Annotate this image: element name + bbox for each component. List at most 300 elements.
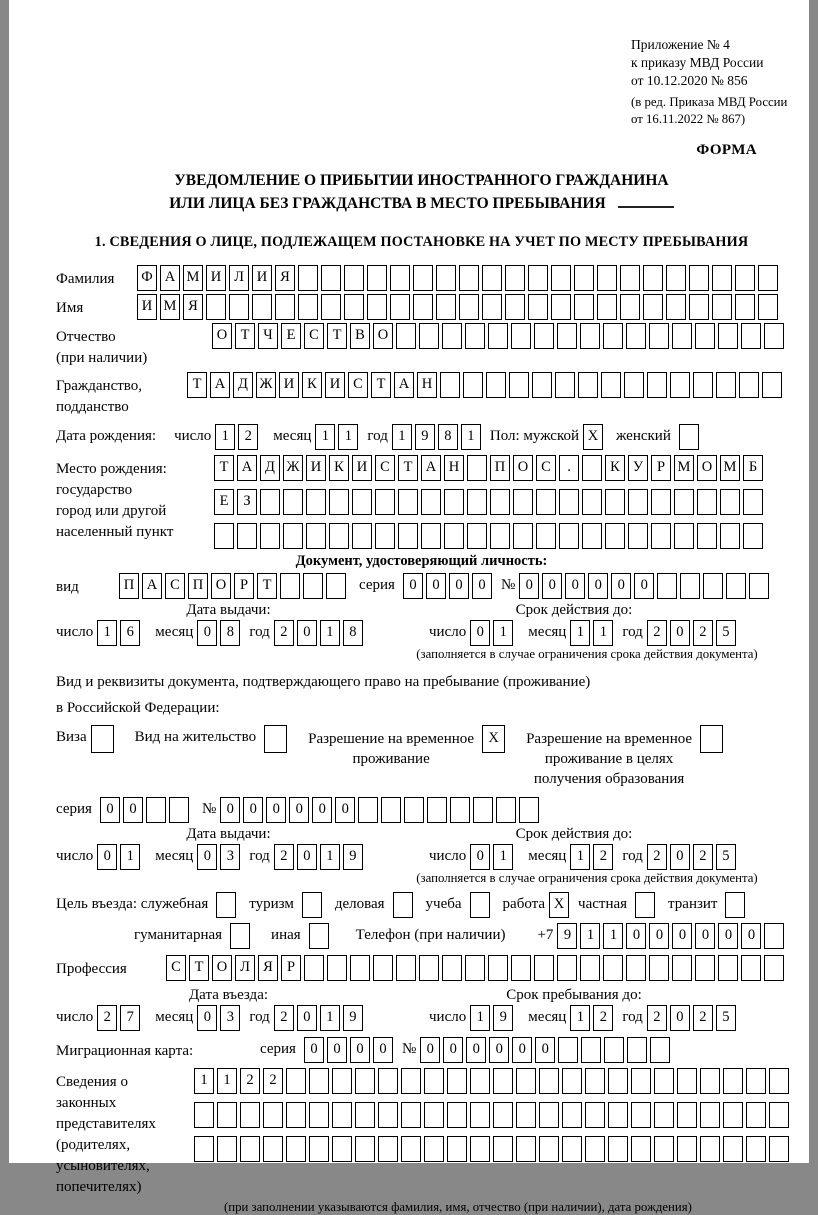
form-cell[interactable] — [424, 1068, 444, 1094]
form-cell[interactable] — [309, 1102, 329, 1128]
form-cell[interactable] — [298, 265, 318, 291]
form-cell[interactable] — [582, 523, 602, 549]
form-cell[interactable] — [467, 523, 487, 549]
form-cell[interactable] — [578, 372, 598, 398]
form-cell[interactable]: 0 — [626, 923, 646, 949]
form-cell[interactable]: С — [166, 955, 186, 981]
form-cell[interactable]: М — [160, 294, 180, 320]
form-cell[interactable] — [559, 523, 579, 549]
form-cell[interactable] — [735, 294, 755, 320]
form-cell[interactable]: 1 — [570, 844, 590, 870]
form-cell[interactable] — [519, 797, 539, 823]
form-cell[interactable]: А — [237, 455, 257, 481]
form-cell[interactable]: 0 — [97, 844, 117, 870]
form-cell[interactable] — [680, 573, 700, 599]
form-cell[interactable] — [413, 265, 433, 291]
form-cell[interactable] — [677, 1102, 697, 1128]
form-cell[interactable] — [516, 1068, 536, 1094]
form-cell[interactable]: 1 — [97, 620, 117, 646]
form-cell[interactable]: К — [329, 455, 349, 481]
form-cell[interactable] — [582, 455, 602, 481]
form-cell[interactable]: 0 — [512, 1037, 532, 1063]
form-cell[interactable]: 5 — [716, 620, 736, 646]
form-cell[interactable]: Р — [651, 455, 671, 481]
form-cell[interactable] — [444, 523, 464, 549]
form-cell[interactable]: 1 — [315, 424, 335, 450]
form-cell[interactable] — [490, 489, 510, 515]
form-cell[interactable] — [240, 1136, 260, 1162]
form-cell[interactable] — [536, 489, 556, 515]
form-cell[interactable] — [298, 294, 318, 320]
form-cell[interactable] — [700, 1068, 720, 1094]
form-cell[interactable] — [421, 489, 441, 515]
form-cell[interactable] — [703, 573, 723, 599]
form-cell[interactable]: С — [536, 455, 556, 481]
form-cell[interactable] — [465, 955, 485, 981]
form-cell[interactable] — [654, 1136, 674, 1162]
form-cell[interactable]: 0 — [611, 573, 631, 599]
form-cell[interactable] — [321, 294, 341, 320]
form-cell[interactable] — [352, 489, 372, 515]
form-cell[interactable]: 8 — [438, 424, 458, 450]
form-cell[interactable] — [741, 323, 761, 349]
form-cell[interactable] — [496, 797, 516, 823]
form-cell[interactable] — [482, 265, 502, 291]
form-cell[interactable] — [214, 523, 234, 549]
form-cell[interactable] — [447, 1068, 467, 1094]
form-cell[interactable] — [624, 372, 644, 398]
form-cell[interactable] — [769, 1102, 789, 1128]
form-cell[interactable]: Н — [444, 455, 464, 481]
form-cell[interactable]: О — [513, 455, 533, 481]
form-cell[interactable] — [643, 265, 663, 291]
form-cell[interactable] — [91, 725, 114, 753]
form-cell[interactable]: 5 — [716, 1005, 736, 1031]
form-cell[interactable]: 1 — [493, 844, 513, 870]
form-cell[interactable] — [436, 294, 456, 320]
form-cell[interactable]: И — [306, 455, 326, 481]
form-cell[interactable] — [206, 294, 226, 320]
form-cell[interactable]: Д — [260, 455, 280, 481]
form-cell[interactable]: 3 — [220, 1005, 240, 1031]
form-cell[interactable]: 5 — [716, 844, 736, 870]
form-cell[interactable] — [419, 323, 439, 349]
form-cell[interactable] — [555, 372, 575, 398]
form-cell[interactable]: А — [160, 265, 180, 291]
form-cell[interactable] — [620, 294, 640, 320]
form-cell[interactable] — [280, 573, 300, 599]
form-cell[interactable] — [695, 955, 715, 981]
form-cell[interactable]: 0 — [304, 1037, 324, 1063]
form-cell[interactable] — [493, 1136, 513, 1162]
form-cell[interactable]: Е — [214, 489, 234, 515]
form-cell[interactable] — [493, 1102, 513, 1128]
form-cell[interactable]: 0 — [718, 923, 738, 949]
form-cell[interactable]: X — [549, 892, 569, 918]
form-cell[interactable]: Т — [371, 372, 391, 398]
form-cell[interactable] — [470, 892, 490, 918]
form-cell[interactable] — [488, 955, 508, 981]
form-cell[interactable]: 7 — [120, 1005, 140, 1031]
form-cell[interactable] — [509, 372, 529, 398]
form-cell[interactable]: К — [605, 455, 625, 481]
form-cell[interactable]: 8 — [343, 620, 363, 646]
form-cell[interactable] — [762, 372, 782, 398]
form-cell[interactable] — [700, 1136, 720, 1162]
form-cell[interactable] — [672, 955, 692, 981]
form-cell[interactable] — [697, 489, 717, 515]
form-cell[interactable] — [674, 489, 694, 515]
form-cell[interactable]: Н — [417, 372, 437, 398]
form-cell[interactable] — [217, 1102, 237, 1128]
form-cell[interactable] — [720, 523, 740, 549]
form-cell[interactable] — [562, 1136, 582, 1162]
form-cell[interactable] — [505, 265, 525, 291]
form-cell[interactable] — [421, 523, 441, 549]
form-cell[interactable] — [746, 1136, 766, 1162]
form-cell[interactable] — [169, 797, 189, 823]
form-cell[interactable]: Т — [214, 455, 234, 481]
form-cell[interactable] — [758, 265, 778, 291]
form-cell[interactable]: Я — [258, 955, 278, 981]
form-cell[interactable]: 1 — [320, 620, 340, 646]
form-cell[interactable]: И — [325, 372, 345, 398]
form-cell[interactable]: И — [252, 265, 272, 291]
form-cell[interactable] — [516, 1136, 536, 1162]
form-cell[interactable] — [574, 294, 594, 320]
form-cell[interactable] — [263, 1102, 283, 1128]
form-cell[interactable] — [344, 265, 364, 291]
form-cell[interactable]: 0 — [741, 923, 761, 949]
form-cell[interactable]: О — [212, 323, 232, 349]
form-cell[interactable] — [718, 955, 738, 981]
form-cell[interactable] — [712, 294, 732, 320]
form-cell[interactable]: 0 — [670, 1005, 690, 1031]
form-cell[interactable]: 0 — [649, 923, 669, 949]
form-cell[interactable] — [240, 1102, 260, 1128]
form-cell[interactable]: 2 — [593, 844, 613, 870]
form-cell[interactable] — [741, 955, 761, 981]
form-cell[interactable]: М — [674, 455, 694, 481]
form-cell[interactable] — [463, 372, 483, 398]
form-cell[interactable]: 0 — [672, 923, 692, 949]
form-cell[interactable] — [666, 294, 686, 320]
form-cell[interactable]: А — [421, 455, 441, 481]
form-cell[interactable]: 2 — [693, 844, 713, 870]
form-cell[interactable] — [605, 489, 625, 515]
form-cell[interactable] — [643, 294, 663, 320]
form-cell[interactable] — [580, 955, 600, 981]
form-cell[interactable] — [672, 323, 692, 349]
form-cell[interactable]: 2 — [240, 1068, 260, 1094]
form-cell[interactable] — [275, 294, 295, 320]
form-cell[interactable] — [230, 923, 250, 949]
form-cell[interactable]: Я — [275, 265, 295, 291]
form-cell[interactable] — [601, 372, 621, 398]
form-cell[interactable]: 2 — [238, 424, 258, 450]
form-cell[interactable] — [306, 523, 326, 549]
form-cell[interactable] — [532, 372, 552, 398]
form-cell[interactable] — [720, 489, 740, 515]
form-cell[interactable] — [286, 1136, 306, 1162]
form-cell[interactable] — [689, 294, 709, 320]
form-cell[interactable] — [390, 294, 410, 320]
form-cell[interactable]: 9 — [557, 923, 577, 949]
form-cell[interactable]: А — [142, 573, 162, 599]
form-cell[interactable]: 9 — [493, 1005, 513, 1031]
form-cell[interactable]: О — [212, 955, 232, 981]
form-cell[interactable]: 1 — [493, 620, 513, 646]
form-cell[interactable] — [493, 1068, 513, 1094]
form-cell[interactable] — [764, 323, 784, 349]
form-cell[interactable] — [355, 1102, 375, 1128]
form-cell[interactable] — [557, 955, 577, 981]
form-cell[interactable] — [725, 892, 745, 918]
form-cell[interactable] — [735, 265, 755, 291]
form-cell[interactable] — [670, 372, 690, 398]
form-cell[interactable] — [459, 294, 479, 320]
form-cell[interactable] — [465, 323, 485, 349]
form-cell[interactable] — [401, 1136, 421, 1162]
form-cell[interactable] — [424, 1102, 444, 1128]
form-cell[interactable] — [608, 1068, 628, 1094]
form-cell[interactable] — [511, 323, 531, 349]
form-cell[interactable] — [712, 265, 732, 291]
form-cell[interactable] — [413, 294, 433, 320]
form-cell[interactable]: М — [183, 265, 203, 291]
form-cell[interactable]: Р — [234, 573, 254, 599]
form-cell[interactable] — [516, 1102, 536, 1128]
form-cell[interactable]: И — [279, 372, 299, 398]
form-cell[interactable] — [513, 489, 533, 515]
form-cell[interactable] — [470, 1102, 490, 1128]
form-cell[interactable] — [229, 294, 249, 320]
form-cell[interactable]: X — [482, 725, 505, 753]
form-cell[interactable] — [401, 1068, 421, 1094]
form-cell[interactable] — [303, 573, 323, 599]
form-cell[interactable]: 0 — [123, 797, 143, 823]
form-cell[interactable] — [427, 797, 447, 823]
form-cell[interactable]: 1 — [217, 1068, 237, 1094]
form-cell[interactable]: П — [188, 573, 208, 599]
form-cell[interactable]: 0 — [197, 1005, 217, 1031]
form-cell[interactable]: 2 — [693, 1005, 713, 1031]
form-cell[interactable] — [252, 294, 272, 320]
form-cell[interactable]: 0 — [197, 620, 217, 646]
form-cell[interactable] — [649, 955, 669, 981]
form-cell[interactable]: 0 — [588, 573, 608, 599]
form-cell[interactable] — [605, 523, 625, 549]
form-cell[interactable]: 0 — [289, 797, 309, 823]
form-cell[interactable]: 1 — [593, 620, 613, 646]
form-cell[interactable] — [654, 1102, 674, 1128]
form-cell[interactable] — [390, 265, 410, 291]
form-cell[interactable] — [447, 1136, 467, 1162]
form-cell[interactable]: 1 — [570, 620, 590, 646]
form-cell[interactable]: 0 — [542, 573, 562, 599]
form-cell[interactable] — [746, 1102, 766, 1128]
form-cell[interactable] — [467, 455, 487, 481]
form-cell[interactable]: 0 — [266, 797, 286, 823]
form-cell[interactable]: С — [304, 323, 324, 349]
form-cell[interactable] — [486, 372, 506, 398]
form-cell[interactable]: Т — [257, 573, 277, 599]
form-cell[interactable] — [309, 1136, 329, 1162]
form-cell[interactable]: П — [119, 573, 139, 599]
form-cell[interactable] — [628, 489, 648, 515]
form-cell[interactable] — [373, 955, 393, 981]
form-cell[interactable] — [482, 294, 502, 320]
form-cell[interactable] — [217, 1136, 237, 1162]
form-cell[interactable] — [585, 1136, 605, 1162]
form-cell[interactable] — [528, 265, 548, 291]
form-cell[interactable] — [536, 523, 556, 549]
form-cell[interactable]: 0 — [373, 1037, 393, 1063]
form-cell[interactable] — [764, 955, 784, 981]
form-cell[interactable] — [700, 1102, 720, 1128]
form-cell[interactable] — [505, 294, 525, 320]
form-cell[interactable]: 0 — [565, 573, 585, 599]
form-cell[interactable]: Ч — [258, 323, 278, 349]
form-cell[interactable] — [723, 1136, 743, 1162]
form-cell[interactable]: 1 — [338, 424, 358, 450]
form-cell[interactable] — [473, 797, 493, 823]
form-cell[interactable] — [378, 1102, 398, 1128]
form-cell[interactable] — [603, 323, 623, 349]
form-cell[interactable]: 0 — [297, 844, 317, 870]
form-cell[interactable] — [608, 1102, 628, 1128]
form-cell[interactable] — [321, 265, 341, 291]
form-cell[interactable] — [450, 797, 470, 823]
form-cell[interactable] — [344, 294, 364, 320]
form-cell[interactable] — [597, 265, 617, 291]
form-cell[interactable] — [264, 725, 287, 753]
form-cell[interactable] — [723, 1068, 743, 1094]
form-cell[interactable] — [674, 523, 694, 549]
form-cell[interactable]: Л — [235, 955, 255, 981]
form-cell[interactable] — [723, 1102, 743, 1128]
form-cell[interactable] — [355, 1068, 375, 1094]
form-cell[interactable] — [651, 489, 671, 515]
form-cell[interactable]: 0 — [489, 1037, 509, 1063]
form-cell[interactable] — [332, 1136, 352, 1162]
form-cell[interactable] — [580, 323, 600, 349]
form-cell[interactable]: Д — [233, 372, 253, 398]
form-cell[interactable] — [608, 1136, 628, 1162]
form-cell[interactable]: И — [137, 294, 157, 320]
form-cell[interactable] — [574, 265, 594, 291]
form-cell[interactable] — [327, 955, 347, 981]
form-cell[interactable] — [194, 1102, 214, 1128]
form-cell[interactable] — [689, 265, 709, 291]
form-cell[interactable] — [442, 323, 462, 349]
form-cell[interactable] — [355, 1136, 375, 1162]
form-cell[interactable] — [194, 1136, 214, 1162]
form-cell[interactable]: Л — [229, 265, 249, 291]
form-cell[interactable]: 2 — [593, 1005, 613, 1031]
form-cell[interactable]: 0 — [220, 797, 240, 823]
form-cell[interactable]: 1 — [215, 424, 235, 450]
form-cell[interactable] — [286, 1102, 306, 1128]
form-cell[interactable] — [404, 797, 424, 823]
form-cell[interactable]: С — [348, 372, 368, 398]
form-cell[interactable] — [283, 489, 303, 515]
form-cell[interactable]: 2 — [97, 1005, 117, 1031]
form-cell[interactable]: 1 — [320, 844, 340, 870]
form-cell[interactable] — [490, 523, 510, 549]
form-cell[interactable]: О — [373, 323, 393, 349]
form-cell[interactable]: К — [302, 372, 322, 398]
form-cell[interactable]: 0 — [312, 797, 332, 823]
form-cell[interactable] — [511, 955, 531, 981]
form-cell[interactable] — [718, 323, 738, 349]
form-cell[interactable] — [304, 955, 324, 981]
form-cell[interactable]: 0 — [634, 573, 654, 599]
form-cell[interactable] — [216, 892, 236, 918]
form-cell[interactable] — [534, 955, 554, 981]
form-cell[interactable] — [631, 1136, 651, 1162]
form-cell[interactable] — [651, 523, 671, 549]
form-cell[interactable] — [650, 1037, 670, 1063]
form-cell[interactable]: Р — [281, 955, 301, 981]
form-cell[interactable] — [436, 265, 456, 291]
form-cell[interactable]: . — [559, 455, 579, 481]
form-cell[interactable]: 0 — [443, 1037, 463, 1063]
form-cell[interactable] — [539, 1102, 559, 1128]
form-cell[interactable] — [657, 573, 677, 599]
form-cell[interactable]: Т — [398, 455, 418, 481]
form-cell[interactable]: Т — [327, 323, 347, 349]
form-cell[interactable] — [378, 1068, 398, 1094]
form-cell[interactable]: О — [211, 573, 231, 599]
form-cell[interactable] — [367, 265, 387, 291]
form-cell[interactable] — [283, 523, 303, 549]
form-cell[interactable] — [442, 955, 462, 981]
form-cell[interactable] — [654, 1068, 674, 1094]
form-cell[interactable]: 0 — [670, 844, 690, 870]
form-cell[interactable]: 0 — [403, 573, 423, 599]
form-cell[interactable] — [649, 323, 669, 349]
form-cell[interactable]: У — [628, 455, 648, 481]
form-cell[interactable]: 1 — [120, 844, 140, 870]
form-cell[interactable] — [260, 523, 280, 549]
form-cell[interactable]: 0 — [670, 620, 690, 646]
form-cell[interactable]: 6 — [120, 620, 140, 646]
form-cell[interactable] — [146, 797, 166, 823]
form-cell[interactable]: 1 — [320, 1005, 340, 1031]
form-cell[interactable] — [551, 265, 571, 291]
form-cell[interactable] — [237, 523, 257, 549]
form-cell[interactable] — [679, 424, 699, 450]
form-cell[interactable]: 1 — [470, 1005, 490, 1031]
form-cell[interactable] — [758, 294, 778, 320]
form-cell[interactable] — [332, 1068, 352, 1094]
form-cell[interactable]: А — [210, 372, 230, 398]
form-cell[interactable] — [352, 523, 372, 549]
form-cell[interactable] — [326, 573, 346, 599]
form-cell[interactable]: И — [206, 265, 226, 291]
form-cell[interactable]: 1 — [194, 1068, 214, 1094]
form-cell[interactable] — [378, 1136, 398, 1162]
form-cell[interactable] — [447, 1102, 467, 1128]
form-cell[interactable] — [513, 523, 533, 549]
form-cell[interactable]: Т — [187, 372, 207, 398]
form-cell[interactable]: 1 — [461, 424, 481, 450]
form-cell[interactable] — [396, 955, 416, 981]
form-cell[interactable] — [332, 1102, 352, 1128]
form-cell[interactable] — [470, 1068, 490, 1094]
form-cell[interactable]: И — [352, 455, 372, 481]
